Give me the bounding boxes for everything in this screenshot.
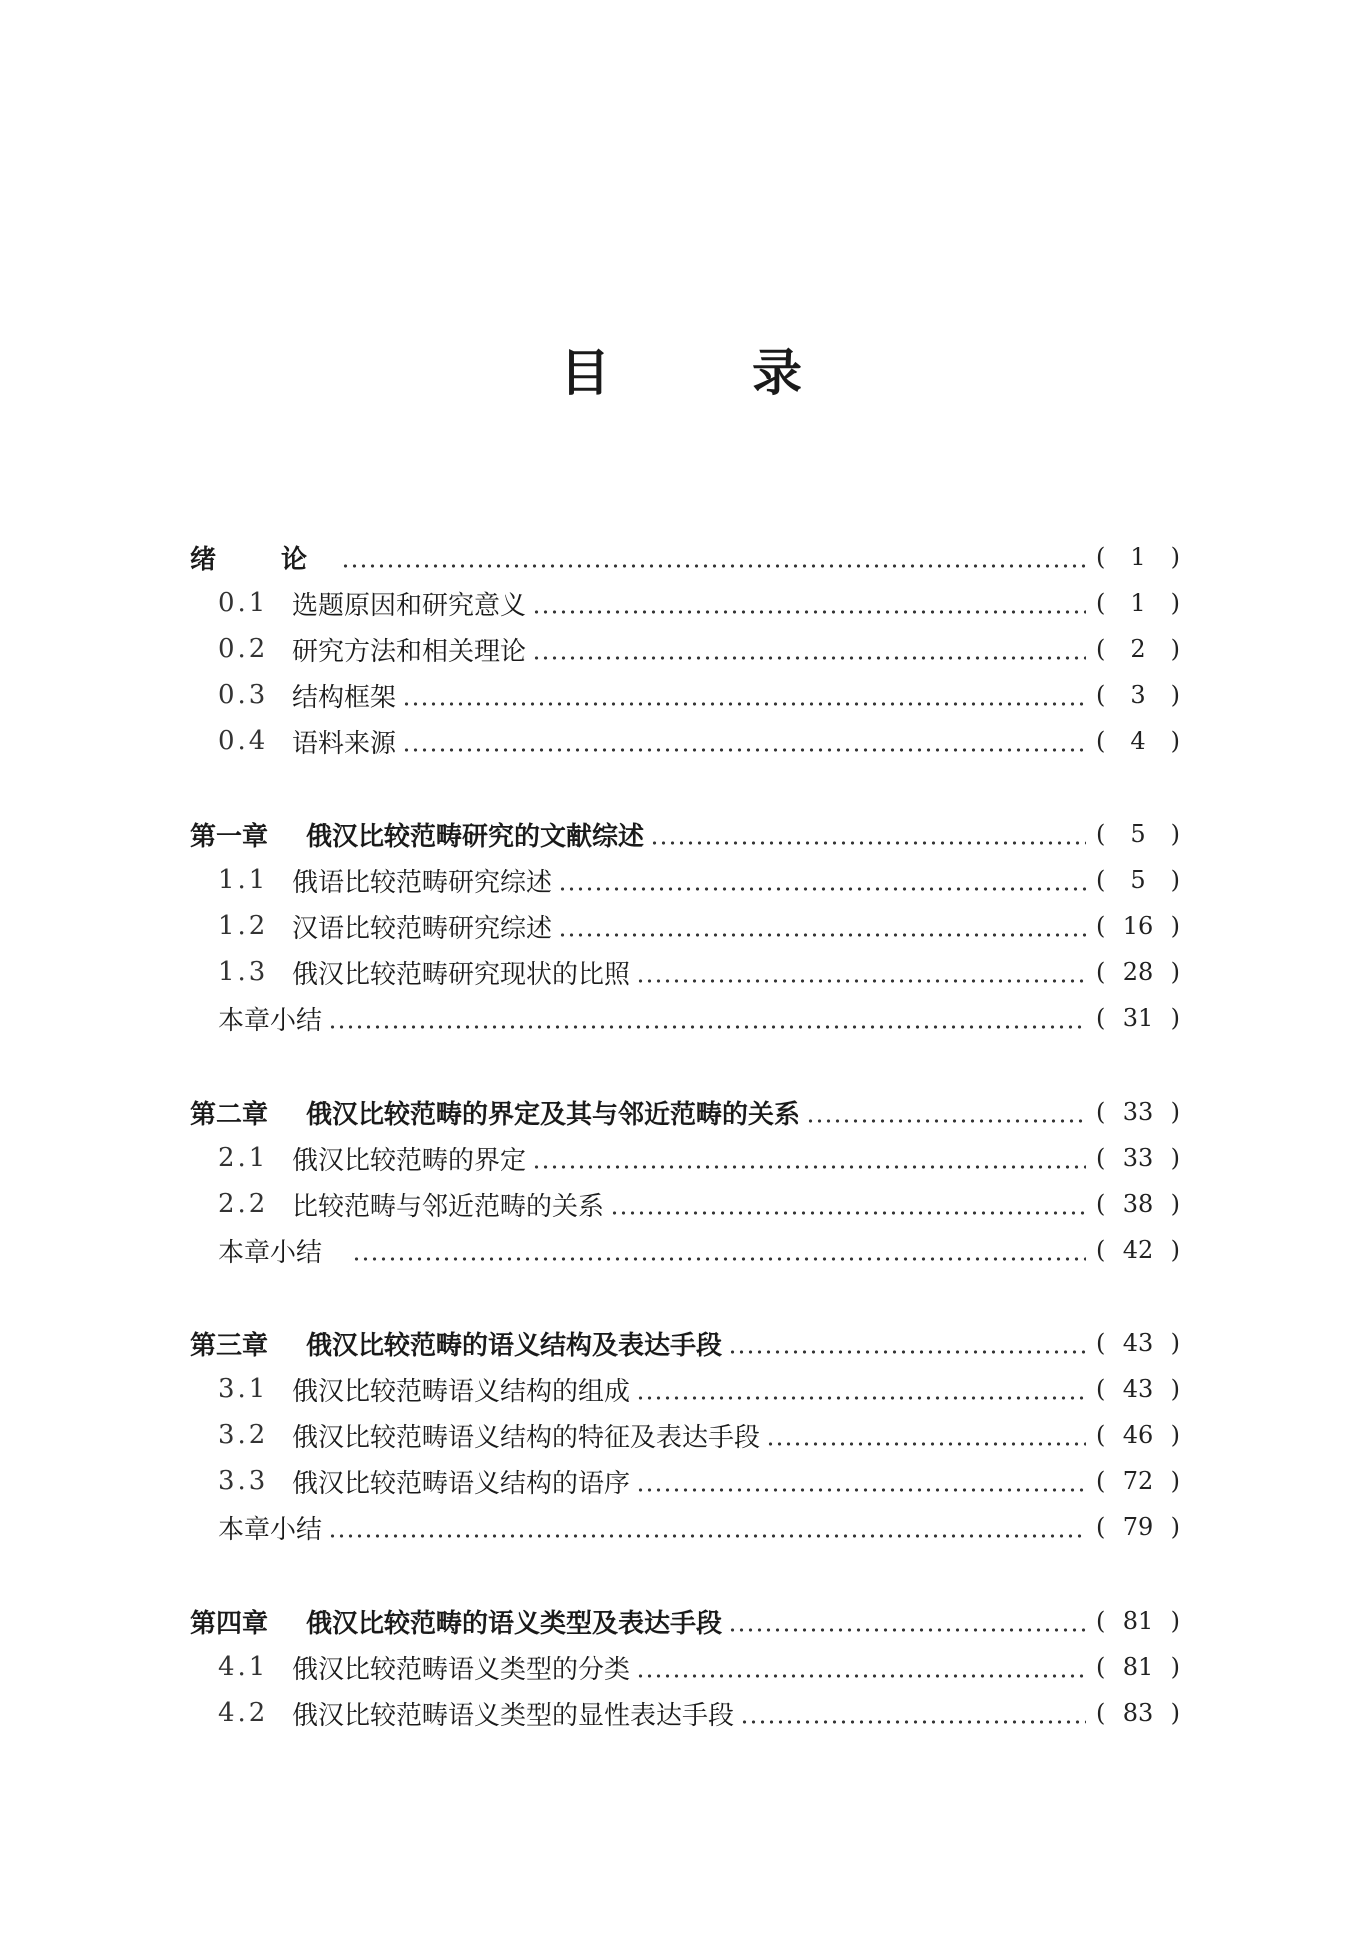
entry-page: ( 1 ) [1096, 589, 1180, 617]
entry-page-number: 1 [1130, 543, 1146, 571]
toc-entry[interactable] [190, 1598, 1180, 1644]
dot-leader [636, 1376, 1086, 1402]
entry-page-number: 46 [1122, 1421, 1154, 1449]
toc-entry[interactable] [218, 903, 1180, 949]
entry-title: 俄汉比较范畴语义类型的显性表达手段 [292, 1700, 735, 1731]
entry-page: ( 4 ) [1096, 727, 1180, 755]
dot-leader [636, 1468, 1086, 1494]
dot-leader [728, 1330, 1086, 1356]
entry-page: ( 81 ) [1096, 1653, 1180, 1681]
toc-entry[interactable] [218, 718, 1180, 764]
entry-page-number: 4 [1130, 727, 1146, 755]
entry-title: 绪 论 [190, 544, 336, 575]
dot-leader [728, 1608, 1086, 1634]
entry-page: ( 72 ) [1096, 1467, 1180, 1495]
entry-page-number: 5 [1130, 866, 1146, 894]
entry-page: ( 31 ) [1096, 1004, 1180, 1032]
toc-entry[interactable] [218, 995, 1180, 1041]
dot-leader [636, 959, 1086, 985]
dot-leader [558, 913, 1086, 939]
dot-leader [650, 821, 1086, 847]
entry-title: 俄汉比较范畴的界定 [292, 1145, 527, 1176]
dot-leader [352, 1237, 1086, 1263]
dot-leader [558, 867, 1086, 893]
entry-page: ( 16 ) [1096, 912, 1180, 940]
entry-page-number: 72 [1122, 1467, 1154, 1495]
entry-title: 结构框架 [292, 682, 397, 713]
toc-entry[interactable] [218, 626, 1180, 672]
dot-leader [740, 1700, 1086, 1726]
entry-title: 本章小结 [218, 1514, 323, 1545]
entry-number: 1.1 [218, 865, 269, 895]
entry-number: 0.3 [218, 680, 269, 710]
toc-entry[interactable] [218, 1181, 1180, 1227]
toc-entry[interactable] [218, 580, 1180, 626]
toc-entry[interactable] [190, 1089, 1180, 1135]
entry-page: ( 38 ) [1096, 1190, 1180, 1218]
entry-page-number: 33 [1122, 1098, 1154, 1126]
dot-leader [766, 1422, 1086, 1448]
entry-page: ( 1 ) [1096, 543, 1180, 571]
entry-number: 第二章 [190, 1099, 269, 1130]
entry-number: 0.1 [218, 588, 269, 618]
dot-leader [328, 1005, 1086, 1031]
toc-entry[interactable] [218, 1412, 1180, 1458]
entry-title: 俄语比较范畴研究综述 [292, 867, 553, 898]
entry-page: ( 3 ) [1096, 681, 1180, 709]
entry-number: 第四章 [190, 1608, 269, 1639]
dot-leader [532, 636, 1086, 662]
entry-page-number: 42 [1122, 1236, 1154, 1264]
entry-page: ( 81 ) [1096, 1607, 1180, 1635]
dot-leader [341, 544, 1086, 570]
entry-number: 1.3 [218, 957, 269, 987]
entry-title: 本章小结 [218, 1237, 323, 1268]
entry-number: 第三章 [190, 1330, 269, 1361]
toc-entry[interactable] [218, 949, 1180, 995]
entry-page-number: 81 [1122, 1653, 1154, 1681]
toc-entry[interactable] [190, 534, 1180, 580]
entry-title: 俄汉比较范畴语义结构的语序 [292, 1468, 631, 1499]
toc-entry[interactable] [218, 1458, 1180, 1504]
entry-number: 第一章 [190, 821, 269, 852]
toc-entry[interactable] [190, 811, 1180, 857]
entry-title: 俄汉比较范畴语义结构的组成 [292, 1376, 631, 1407]
entry-title: 选题原因和研究意义 [292, 590, 527, 621]
page-title: 目 录 [560, 344, 848, 402]
entry-page: ( 5 ) [1096, 820, 1180, 848]
entry-page: ( 43 ) [1096, 1375, 1180, 1403]
entry-title: 比较范畴与邻近范畴的关系 [292, 1191, 605, 1222]
entry-number: 0.2 [218, 634, 269, 664]
toc-entry[interactable] [218, 1227, 1180, 1273]
dot-leader [636, 1654, 1086, 1680]
toc-entry[interactable] [218, 1135, 1180, 1181]
entry-page: ( 46 ) [1096, 1421, 1180, 1449]
toc-entry[interactable] [218, 672, 1180, 718]
entry-number: 0.4 [218, 726, 269, 756]
entry-title: 语料来源 [292, 728, 397, 759]
entry-page-number: 5 [1130, 820, 1146, 848]
entry-page-number: 83 [1122, 1699, 1154, 1727]
entry-page-number: 33 [1122, 1144, 1154, 1172]
entry-page: ( 79 ) [1096, 1513, 1180, 1541]
dot-leader [532, 1145, 1086, 1171]
entry-page-number: 2 [1130, 635, 1146, 663]
dot-leader [402, 682, 1086, 708]
dot-leader [402, 728, 1086, 754]
entry-page: ( 83 ) [1096, 1699, 1180, 1727]
entry-page-number: 28 [1122, 958, 1154, 986]
entry-title: 俄汉比较范畴的界定及其与邻近范畴的关系 [306, 1099, 801, 1130]
entry-number: 4.1 [218, 1652, 269, 1682]
entry-number: 3.3 [218, 1466, 269, 1496]
dot-leader [806, 1099, 1086, 1125]
entry-title: 俄汉比较范畴语义类型的分类 [292, 1654, 631, 1685]
toc-entry[interactable] [218, 1366, 1180, 1412]
entry-page: ( 5 ) [1096, 866, 1180, 894]
entry-number: 2.2 [218, 1189, 269, 1219]
entry-page-number: 31 [1122, 1004, 1154, 1032]
entry-page-number: 1 [1130, 589, 1146, 617]
entry-page-number: 43 [1122, 1375, 1154, 1403]
entry-title: 俄汉比较范畴的语义结构及表达手段 [306, 1330, 723, 1361]
toc-entry[interactable] [190, 1320, 1180, 1366]
entry-title: 本章小结 [218, 1005, 323, 1036]
entry-title: 俄汉比较范畴研究的文献综述 [306, 821, 645, 852]
entry-page: ( 43 ) [1096, 1329, 1180, 1357]
entry-page-number: 3 [1130, 681, 1146, 709]
entry-title: 俄汉比较范畴语义结构的特征及表达手段 [292, 1422, 761, 1453]
dot-leader [328, 1514, 1086, 1540]
entry-page: ( 33 ) [1096, 1144, 1180, 1172]
dot-leader [532, 590, 1086, 616]
entry-page: ( 33 ) [1096, 1098, 1180, 1126]
entry-number: 3.2 [218, 1420, 269, 1450]
entry-page-number: 38 [1122, 1190, 1154, 1218]
toc-entry[interactable] [218, 1504, 1180, 1550]
toc-entry[interactable] [218, 1690, 1180, 1736]
toc-entry[interactable] [218, 857, 1180, 903]
entry-page-number: 79 [1122, 1513, 1154, 1541]
entry-page-number: 81 [1122, 1607, 1154, 1635]
entry-page: ( 28 ) [1096, 958, 1180, 986]
entry-title: 汉语比较范畴研究综述 [292, 913, 553, 944]
entry-page: ( 42 ) [1096, 1236, 1180, 1264]
entry-title: 俄汉比较范畴的语义类型及表达手段 [306, 1608, 723, 1639]
dot-leader [610, 1191, 1086, 1217]
toc-entry[interactable] [218, 1644, 1180, 1690]
entry-page-number: 16 [1122, 912, 1154, 940]
entry-page: ( 2 ) [1096, 635, 1180, 663]
entry-number: 2.1 [218, 1143, 269, 1173]
entry-title: 俄汉比较范畴研究现状的比照 [292, 959, 631, 990]
entry-number: 4.2 [218, 1698, 269, 1728]
entry-page-number: 43 [1122, 1329, 1154, 1357]
entry-title: 研究方法和相关理论 [292, 636, 527, 667]
entry-number: 3.1 [218, 1374, 269, 1404]
entry-number: 1.2 [218, 911, 269, 941]
